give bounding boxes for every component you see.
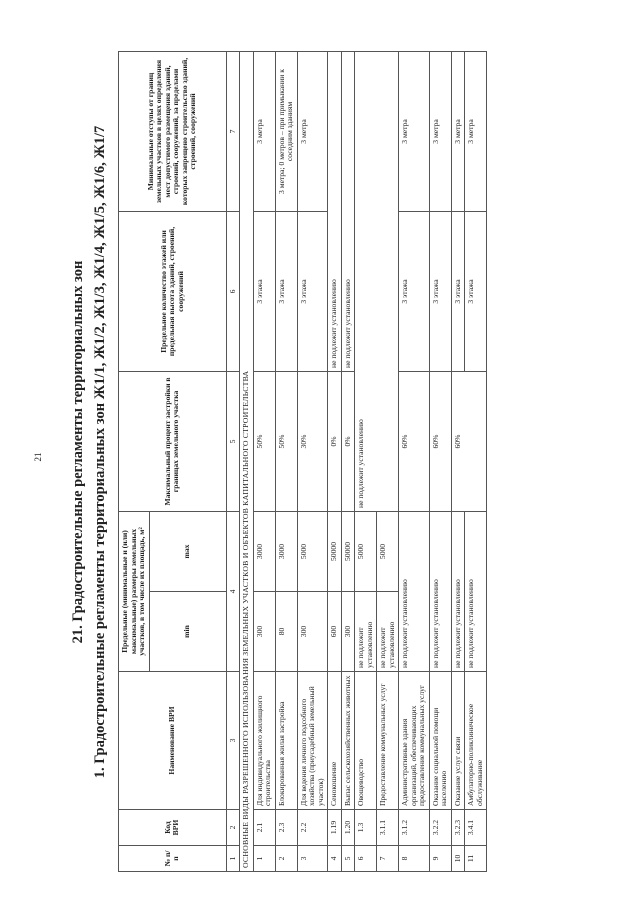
section-heading: ОСНОВНЫЕ ВИДЫ РАЗРЕШЕННОГО ИСПОЛЬЗОВАНИЯ ЗЕМЕЛЬНЫХ УЧАСТКОВ И ОБЪЕКТОВ КАПИТАЛЬНОГО СТРОИТЕЛЬСТВА [240,51,254,871]
row-name: Оказание социальной помощи населению [429,672,451,810]
row-setback: 3 метра [297,51,328,211]
row-num: 5 [341,846,355,872]
row-floors: 3 этажа [297,211,328,371]
table-index-row [226,51,240,871]
row-name: Сенокошение [328,672,342,810]
row-min: 300 [341,592,355,672]
row-floors: 3 этажа [451,211,465,371]
row-percent: 60% [451,371,487,511]
row-code: 2.3 [275,810,297,846]
row-percent: 50% [275,371,297,511]
row-code: 3.1.2 [399,810,430,846]
row-min: не подлежит установлению [377,592,399,672]
row-code: 1.3 [355,810,377,846]
row-minmax: не подлежит установлению [399,511,430,671]
row-percent: 0% [328,371,342,511]
row-max: 3000 [275,511,297,591]
row-name: Для индивидуального жилищного строительства [253,672,275,810]
header-name: Наименование ВРИ [119,672,227,810]
table-row [328,51,342,871]
table-row [253,51,275,871]
row-name: Блокированная жилая застройка [275,672,297,810]
row-minmax: не подлежит установлению [429,511,451,671]
row-code: 2.2 [297,810,328,846]
row-num: 8 [399,846,430,872]
row-percent: 30% [297,371,328,511]
row-name: Овощеводство [355,672,377,810]
index-cell: 2 [226,810,240,846]
row-floors: 3 этажа [429,211,451,371]
section-heading-row [240,51,254,871]
header-num: № п/п [119,846,227,872]
table-row [451,51,465,871]
row-min: 300 [297,592,328,672]
row-max: 5000 [297,511,328,591]
row-num: 7 [377,846,399,872]
row-percent: 60% [429,371,451,511]
row-floors: 3 этажа [253,211,275,371]
row-floors: 3 этажа [399,211,430,371]
row-name: Для ведения личного подсобного хозяйства (приусадебный земельный участок) [297,672,328,810]
header-setback: Минимальные отступы от границ земельных участков в целях определения мест допустимого размещения зданий, строений, сооружений, за пределами которых запрещено строительство зданий, строений, сооружений [119,51,227,211]
row-min: не подлежит установлению [355,592,377,672]
row-not-subject: не подлежит установлению [328,51,342,371]
row-max: 5000 [355,511,377,591]
row-not-subject: не подлежит установлению [355,51,399,511]
row-max: 3000 [253,511,275,591]
row-name: Амбулаторно-поликлиническое обслуживание [465,672,487,810]
row-minmax: не подлежит установлению [465,511,487,671]
index-cell: 6 [226,211,240,371]
header-percent: Максимальный процент застройки в границах земельного участка [119,371,227,511]
header-max: max [149,511,226,591]
table-header-row [119,51,150,871]
row-floors: 3 этажа [275,211,297,371]
row-num: 1 [253,846,275,872]
row-setback: 3 метра [451,51,465,211]
row-min: 300 [253,592,275,672]
row-name: Административные здания организаций, обеспечивающих предоставление коммунальных услуг [399,672,430,810]
row-code: 3.1.1 [377,810,399,846]
row-code: 1.20 [341,810,355,846]
row-percent: 0% [341,371,355,511]
row-name: Предоставление коммунальных услуг [377,672,399,810]
row-minmax: не подлежит установлению [451,511,465,671]
header-code: Код ВРИ [119,810,227,846]
table-row [399,51,430,871]
row-setback: 3 метра; 0 метров – при примыкании к соседним зданиям [275,51,297,211]
index-cell: 5 [226,371,240,511]
row-num: 10 [451,846,465,872]
index-cell: 7 [226,51,240,211]
table-row [355,51,377,871]
row-setback: 3 метра [253,51,275,211]
row-code: 3.4.1 [465,810,487,846]
page-number: 21 [33,452,43,462]
row-code: 3.2.2 [429,810,451,846]
header-min: min [149,592,226,672]
table-row [341,51,355,871]
row-setback: 3 метра [429,51,451,211]
row-max: 50000 [341,511,355,591]
row-num: 9 [429,846,451,872]
table-row [429,51,451,871]
header-floors: Предельное количество этажей или предельная высота зданий, строений, сооружений [119,211,227,371]
row-code: 3.2.3 [451,810,465,846]
table-row [297,51,328,871]
document-title: 21. Градостроительные регламенты территориальных зон [70,260,86,644]
row-percent: 50% [253,371,275,511]
row-min: 80 [275,592,297,672]
row-percent: 60% [399,371,430,511]
row-code: 1.19 [328,810,342,846]
header-size-group: Предельные (минимальные и (или) максимальные) размеры земельных участков, в том числе их площадь, м² [119,511,150,671]
row-max: 50000 [328,511,342,591]
index-cell: 3 [226,672,240,810]
row-name: Выпас сельскохозяйственных животных [341,672,355,810]
row-num: 3 [297,846,328,872]
index-cell: 4 [226,511,240,671]
row-num: 2 [275,846,297,872]
row-min: 600 [328,592,342,672]
row-num: 11 [465,846,487,872]
index-cell: 1 [226,846,240,872]
rotated-document-body [70,22,630,882]
row-floors: 3 этажа [465,211,487,371]
row-num: 6 [355,846,377,872]
regulations-table [118,51,487,872]
row-max: 5000 [377,511,399,591]
row-name: Оказание услуг связи [451,672,465,810]
row-code: 2.1 [253,810,275,846]
row-setback: 3 метра [465,51,487,211]
document-subtitle: 1. Градостроительные регламенты территориальных зон Ж1/1, Ж1/2, Ж1/3, Ж1/4, Ж1/5, Ж1/6, Ж1/7 [92,125,108,779]
table-row [275,51,297,871]
row-not-subject: не подлежит установлению [341,51,355,371]
row-setback: 3 метра [399,51,430,211]
row-num: 4 [328,846,342,872]
